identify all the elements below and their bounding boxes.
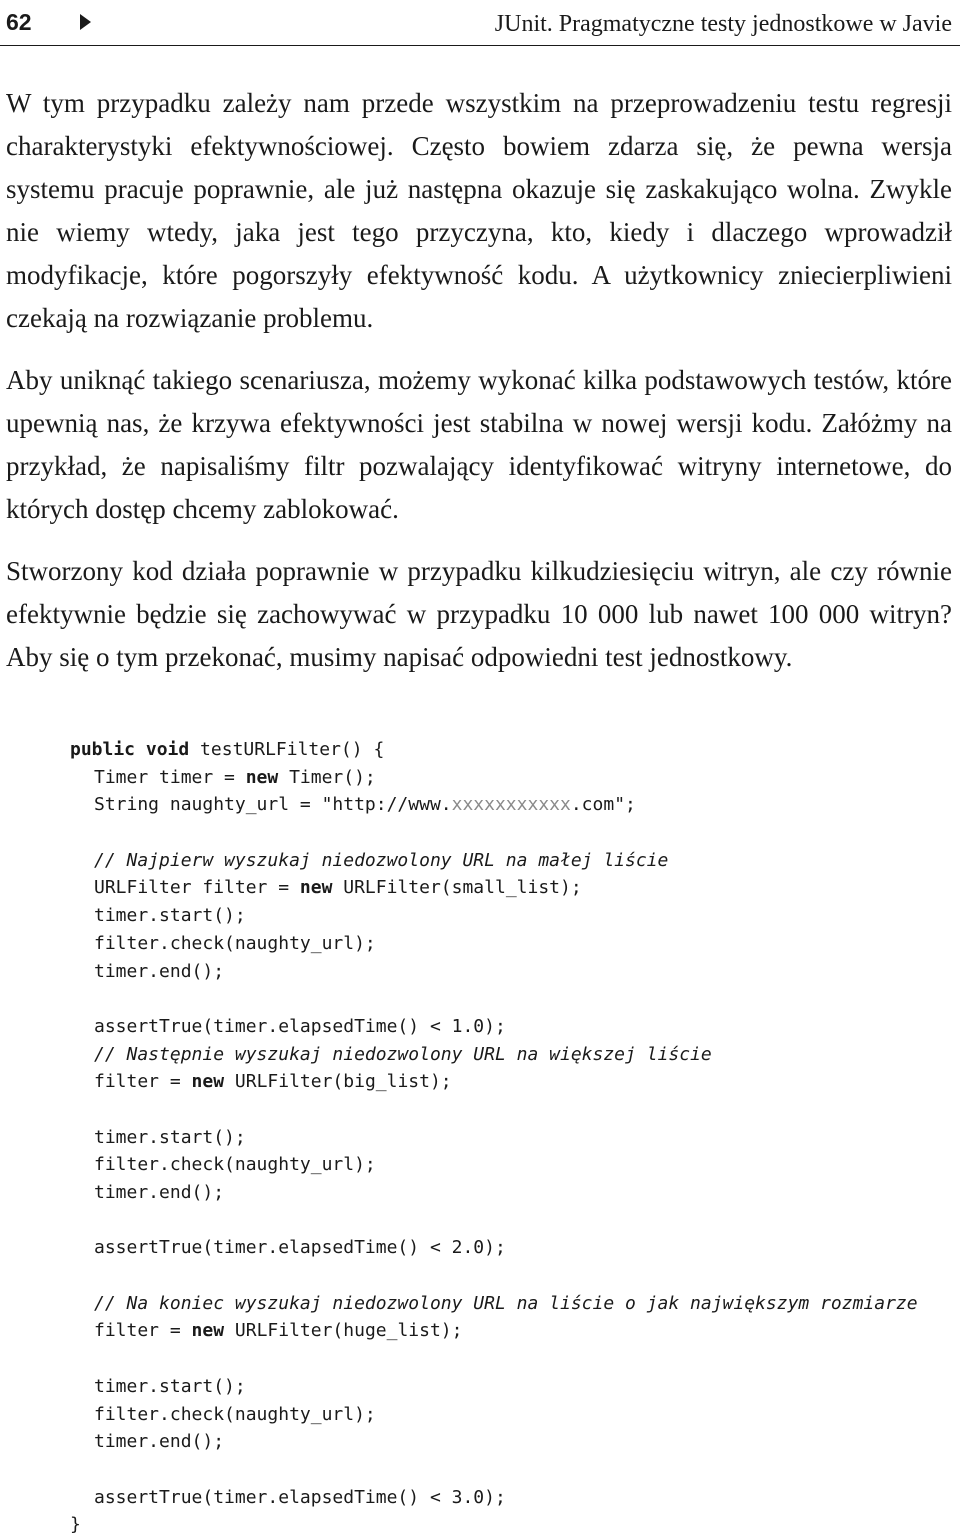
code-text: timer.start(); <box>94 1375 246 1397</box>
code-comment: // Najpierw wyszukaj niedozwolony URL na małej liście <box>94 849 669 871</box>
code-line <box>70 1484 950 1512</box>
code-listing <box>70 736 950 1539</box>
code-comment: // Na koniec wyszukaj niedozwolony URL na liście o jak największym rozmiarze <box>94 1292 918 1314</box>
code-text: timer.start(); <box>94 1126 246 1148</box>
code-text: URLFilter(huge_list); <box>224 1320 463 1342</box>
code-line <box>70 985 950 1013</box>
code-line <box>70 764 950 792</box>
code-keyword: new <box>245 766 279 788</box>
code-line <box>70 874 950 902</box>
code-line <box>70 1428 950 1456</box>
code-line <box>70 1124 950 1152</box>
code-line <box>70 847 950 875</box>
code-text: assertTrue(timer.elapsedTime() < 1.0); <box>94 1015 506 1037</box>
code-text: assertTrue(timer.elapsedTime() < 2.0); <box>94 1237 506 1259</box>
code-line <box>70 930 950 958</box>
code-text: assertTrue(timer.elapsedTime() < 3.0); <box>94 1486 506 1508</box>
code-line <box>70 1151 950 1179</box>
code-keyword: public void <box>70 739 190 760</box>
code-line <box>70 958 950 986</box>
body-text <box>6 82 952 698</box>
code-text: filter.check(naughty_url); <box>94 1403 376 1425</box>
code-text: timer.end(); <box>94 960 225 982</box>
code-text: timer.end(); <box>94 1431 225 1453</box>
code-text: URLFilter filter = <box>94 877 300 899</box>
code-text: .com"; <box>570 794 636 816</box>
code-text: Timer timer = <box>94 766 246 788</box>
code-text: timer.end(); <box>94 1182 225 1203</box>
code-text: filter.check(naughty_url); <box>94 932 376 954</box>
code-line <box>70 1013 950 1041</box>
code-keyword: new <box>299 877 333 899</box>
code-line <box>70 1179 950 1207</box>
code-keyword: new <box>191 1320 225 1342</box>
code-text: } <box>70 1514 81 1536</box>
page-header <box>0 0 960 46</box>
page-number: 62 <box>6 9 32 35</box>
triangle-right-icon <box>80 14 91 30</box>
code-line <box>70 1096 950 1124</box>
code-line <box>70 736 950 764</box>
running-title: JUnit. Pragmatyczne testy jednostkowe w Javie <box>494 11 952 37</box>
code-text: URLFilter(big_list); <box>224 1071 452 1093</box>
code-text: filter = <box>94 1071 192 1093</box>
code-text: testURLFilter() { <box>189 739 385 760</box>
code-url-mask: xxxxxxxxxxx <box>451 794 571 816</box>
code-line <box>70 1068 950 1096</box>
code-comment: // Następnie wyszukaj niedozwolony URL na większej liście <box>94 1043 712 1065</box>
code-line <box>70 1041 950 1069</box>
code-text: String naughty_url = "http://www. <box>94 794 452 816</box>
code-line <box>70 819 950 847</box>
code-line <box>70 791 950 819</box>
code-line <box>70 1317 950 1345</box>
code-line <box>70 1373 950 1401</box>
code-line <box>70 902 950 930</box>
code-line <box>70 1207 950 1235</box>
code-text: filter.check(naughty_url); <box>94 1154 376 1176</box>
code-text: Timer(); <box>278 766 376 788</box>
code-line <box>70 1290 950 1318</box>
code-line <box>70 1262 950 1290</box>
code-line <box>70 1234 950 1262</box>
paragraph-scenario: Aby uniknąć takiego scenariusza, możemy wykonać kilka podstawowych testów, które upewnią nas, że krzywa efektywności jest stabilna w nowej wersji kodu. Załóżmy na przykład, że napisaliśmy filtr pozwalający identyfikować witryny internetowe, do których dostęp chcemy zablokować. <box>6 365 952 524</box>
paragraph-filter-code: Stworzony kod działa poprawnie w przypadku kilkudziesięciu witryn, ale czy równie efektywnie będzie się zachowywać w przypadku 10 000 lub nawet 100 000 witryn? Aby się o tym przekonać, musimy napisać odpowiedni test jednostkowy. <box>6 556 952 672</box>
code-line <box>70 1456 950 1484</box>
code-line <box>70 1345 950 1373</box>
code-text: timer.start(); <box>94 905 246 927</box>
code-keyword: new <box>191 1071 225 1093</box>
code-line <box>70 1511 950 1539</box>
code-text: filter = <box>94 1320 192 1342</box>
code-text: URLFilter(small_list); <box>332 877 582 899</box>
code-line <box>70 1401 950 1429</box>
paragraph-regression: W tym przypadku zależy nam przede wszystkim na przeprowadzeniu testu regresji charakterystyki efektywnościowej. Często bowiem zdarza się, że pewna wersja systemu pracuje poprawnie, ale już następna okazuje się zaskakująco wolna. Zwykle nie wiemy wtedy, jaka jest tego przyczyna, kto, kiedy i dlaczego wprowadził modyfikacje, które pogorszyły efektywność kodu. A użytkownicy zniecierpliwieni czekają na rozwiązanie problemu. <box>6 88 952 333</box>
